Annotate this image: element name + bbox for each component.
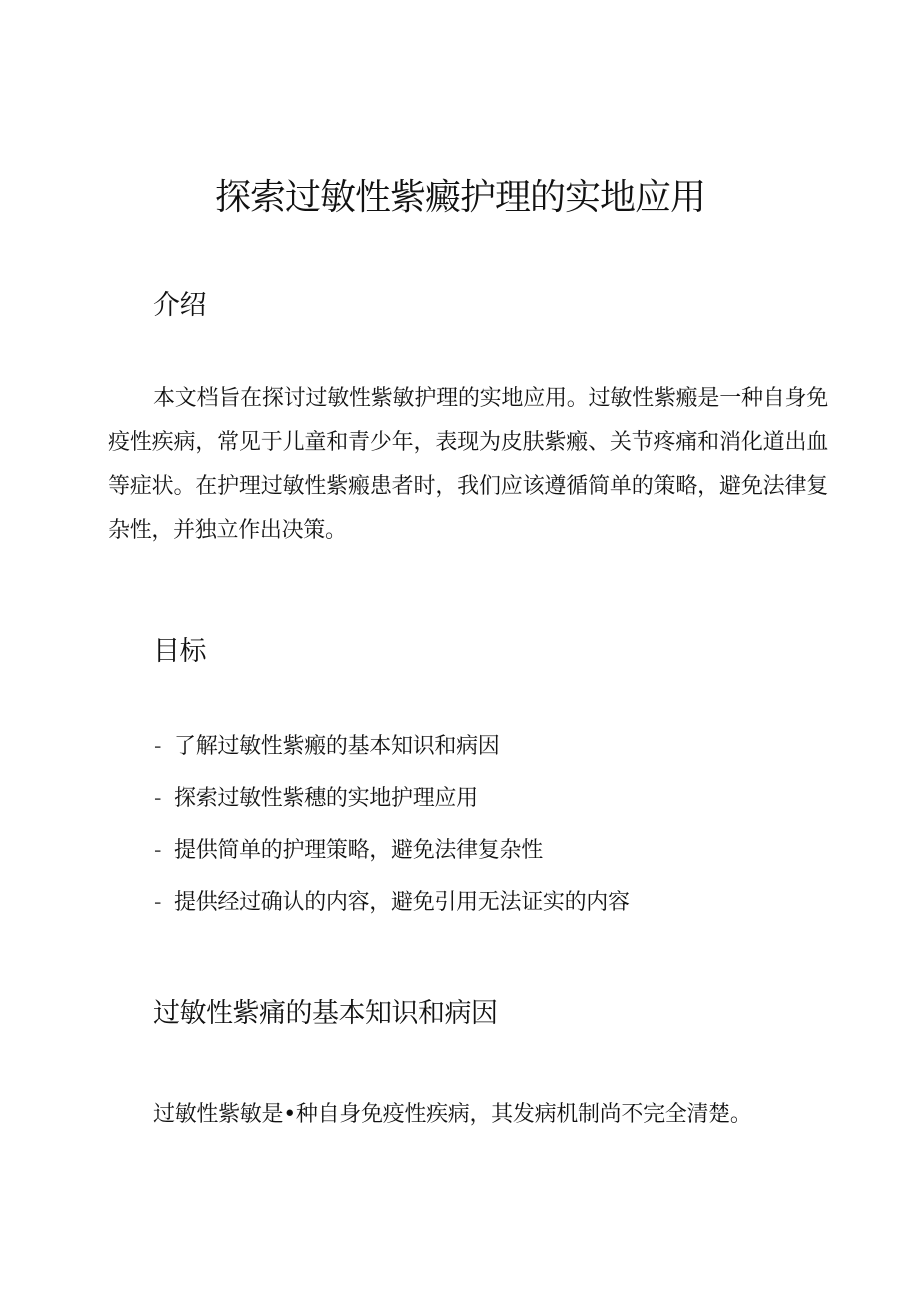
list-dash: - <box>154 734 162 759</box>
goal-item <box>154 734 630 786</box>
list-dash: - <box>154 786 162 811</box>
goal-item-text: 了解过敏性紫瘢的基本知识和病因 <box>174 734 500 759</box>
intro-paragraph: 本文档旨在探讨过敏性紫敏护理的实地应用。过敏性紫瘢是一种自身免疫性疾病，常见于儿童和青少年，表现为皮肤紫瘢、关节疼痛和消化道出血等症状。在护理过敏性紫瘢患者时，我们应该遵循简单的策略，避免法律复杂性，并独立作出决策。 <box>108 386 828 543</box>
list-dash: - <box>154 838 162 863</box>
goal-item-text: 探索过敏性紫穗的实地护理应用 <box>174 786 478 811</box>
basics-paragraph: 过敏性紫敏是•种自身免疫性疾病，其发病机制尚不完全清楚。 <box>153 1102 752 1127</box>
section-heading-intro: 介绍 <box>153 290 206 321</box>
section-heading-basics: 过敏性紫痛的基本知识和病因 <box>153 998 498 1029</box>
document-title: 探索过敏性紫癜护理的实地应用 <box>214 177 705 218</box>
goal-item-text: 提供经过确认的内容，避免引用无法证实的内容 <box>174 890 630 915</box>
goal-item <box>154 890 630 942</box>
section-heading-goals: 目标 <box>153 636 206 667</box>
goal-item <box>154 786 630 838</box>
goal-list <box>154 734 630 942</box>
list-dash: - <box>154 890 162 915</box>
goal-item-text: 提供简单的护理策略，避免法律复杂性 <box>174 838 543 863</box>
goal-item <box>154 838 630 890</box>
